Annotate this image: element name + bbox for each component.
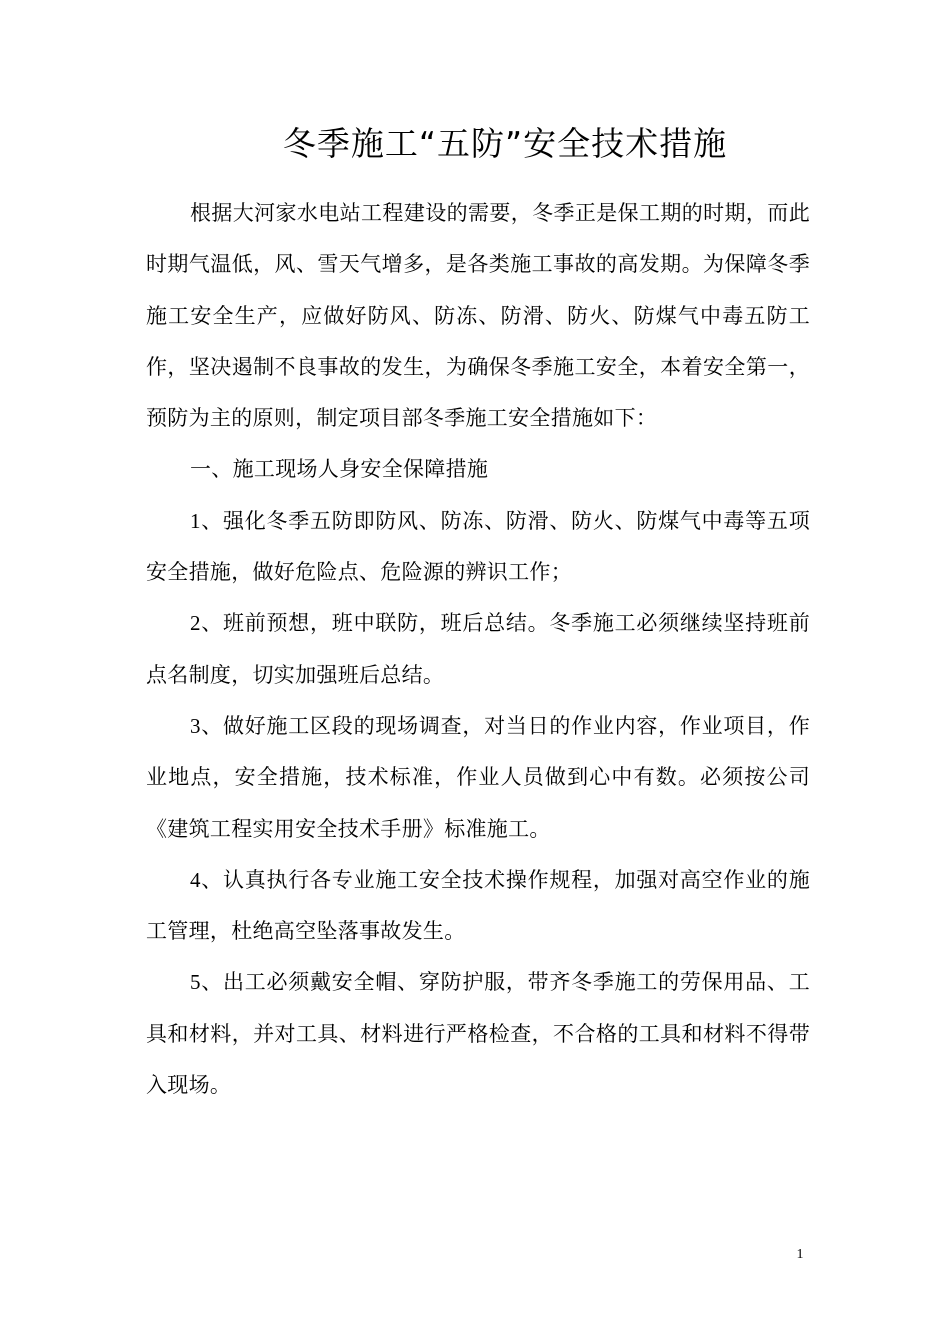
document-body — [146, 188, 810, 1111]
document-title: 冬季施工“五防”安全技术措施 — [282, 124, 728, 163]
list-item-text: 、做好施工区段的现场调查，对当日的作业内容，作业项目，作业地点，安全措施，技术标准，作业人员做到心中有数。必须按公司《建筑工程实用安全技术手册》标准施工。 — [146, 713, 810, 841]
list-item-2 — [146, 598, 810, 701]
list-item-number: 2 — [190, 611, 201, 636]
list-item-text: 、认真执行各专业施工安全技术操作规程，加强对高空作业的施工管理，杜绝高空坠落事故发生。 — [146, 867, 810, 944]
list-item-number: 3 — [190, 713, 201, 738]
list-item-number: 1 — [190, 508, 201, 533]
list-item-text: 、班前预想，班中联防，班后总结。冬季施工必须继续坚持班前点名制度，切实加强班后总结。 — [146, 611, 810, 687]
list-item-3 — [146, 701, 810, 855]
page-number: 1 — [796, 1247, 804, 1262]
list-item-1 — [146, 496, 810, 599]
list-item-4 — [146, 855, 810, 958]
list-item-number: 4 — [190, 867, 201, 892]
list-item-text: 、强化冬季五防即防风、防冻、防滑、防火、防煤气中毒等五项安全措施，做好危险点、危险源的辨识工作； — [146, 508, 810, 585]
list-item-5 — [146, 957, 810, 1111]
intro-paragraph: 根据大河家水电站工程建设的需要，冬季正是保工期的时期，而此时期气温低，风、雪天气增多，是各类施工事故的高发期。为保障冬季施工安全生产，应做好防风、防冻、防滑、防火、防煤气中毒五防工作，坚决遏制不良事故的发生，为确保冬季施工安全，本着安全第一，预防为主的原则，制定项目部冬季施工安全措施如下： — [146, 201, 810, 431]
list-item-text: 、出工必须戴安全帽、穿防护服，带齐冬季施工的劳保用品、工具和材料，并对工具、材料进行严格检查，不合格的工具和材料不得带入现场。 — [146, 970, 810, 1098]
list-item-number: 5 — [190, 970, 201, 995]
section-heading: 一、施工现场人身安全保障措施 — [190, 457, 489, 482]
